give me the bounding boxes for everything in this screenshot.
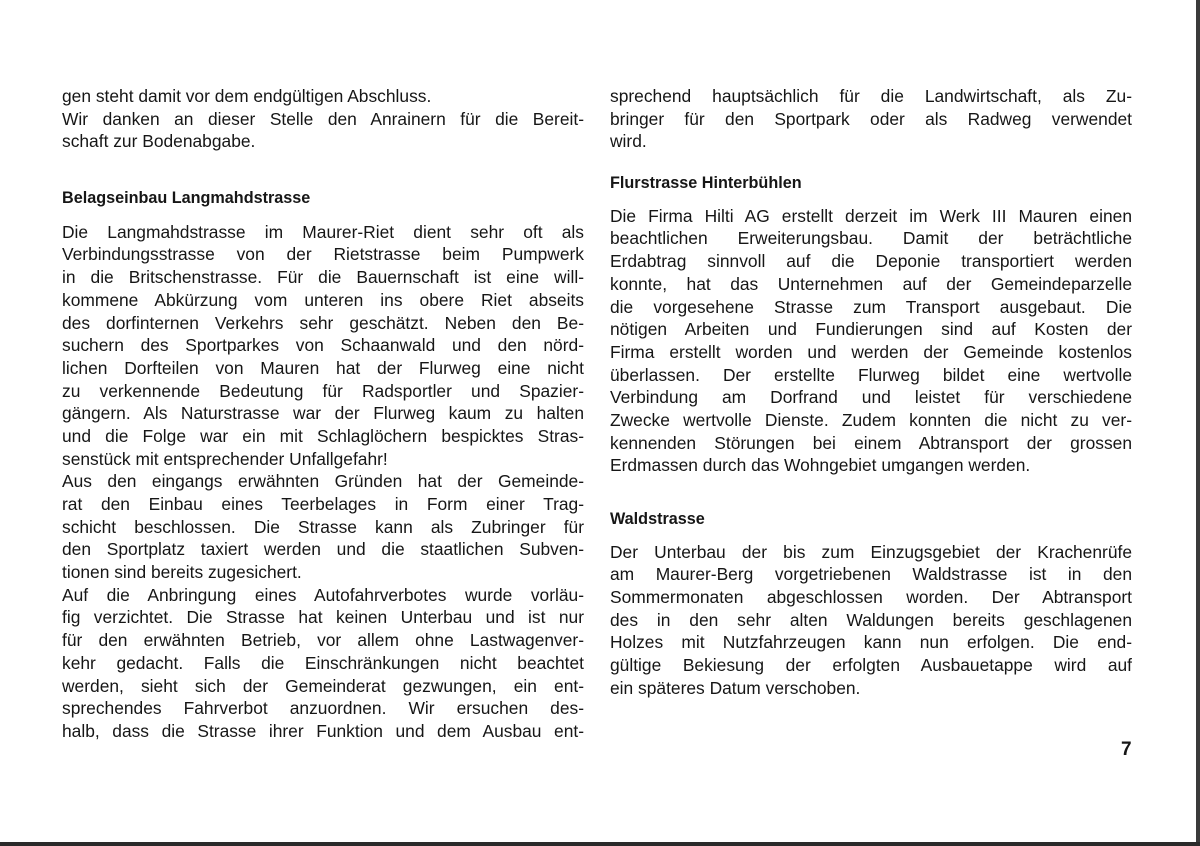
body-line: wird. [610, 131, 647, 152]
body-line: werden, sieht sich der Gemeinderat gezwungen, ein ent- [62, 675, 584, 696]
body-line: gängern. Als Naturstrasse war der Flurweg kaum zu halten [62, 403, 584, 424]
body-line: Verbindungsstrasse von der Rietstrasse beim Pumpwerk [62, 244, 584, 265]
body-line: senstück mit entsprechender Unfallgefahr! [62, 448, 388, 469]
body-line: konnte, hat das Unternehmen auf der Gemeindeparzelle [610, 273, 1132, 294]
left-column [62, 85, 584, 743]
body-line: Erdmassen durch das Wohngebiet umgangen werden. [610, 455, 1031, 476]
body-line: kehr gedacht. Falls die Einschränkungen nicht beachtet [62, 652, 584, 673]
body-line: Wir danken an dieser Stelle den Anrainern für die Bereit- [62, 108, 584, 129]
body-line: und die Folge war ein mit Schlaglöchern bespicktes Stras- [62, 425, 584, 446]
body-line: nötigen Arbeiten und Fundierungen sind auf Kosten der [610, 319, 1132, 340]
body-line: bringer für den Sportpark oder als Radweg verwendet [610, 108, 1132, 129]
body-line: am Maurer-Berg vorgetriebenen Waldstrasse ist in den [610, 564, 1132, 585]
body-line: Sommermonaten abgeschlossen worden. Der Abtransport [610, 587, 1132, 608]
body-line: sprechendes Fahrverbot anzuordnen. Wir ersuchen des- [62, 698, 584, 719]
page-number: 7 [1121, 739, 1132, 760]
paragraph-gap [62, 153, 584, 187]
body-line: Firma erstellt worden und werden der Gemeinde kostenlos [610, 341, 1132, 362]
body-line: rat den Einbau eines Teerbelages in Form einer Trag- [62, 494, 584, 514]
body-line: Holzes mit Nutzfahrzeugen kann nun erfolgen. Die end- [610, 632, 1132, 653]
body-line: tionen sind bereits zugesichert. [62, 562, 302, 583]
body-line: Die Firma Hilti AG erstellt derzeit im Werk III Mauren einen [610, 205, 1132, 226]
body-line: Zwecke wertvolle Dienste. Zudem konnten die nicht zu ver- [610, 409, 1132, 430]
body-line: kommene Abkürzung vom unteren ins obere Riet abseits [62, 289, 584, 310]
body-line: Erdabtrag sinnvoll auf die Deponie transportiert werden [610, 251, 1132, 272]
body-line: schicht beschlossen. Die Strasse kann als Zubringer für [62, 516, 584, 537]
body-line: fig verzichtet. Die Strasse hat keinen Unterbau und ist nur [62, 607, 584, 628]
section-heading-flurstrasse: Flurstrasse Hinterbühlen [610, 174, 802, 193]
body-line: Verbindung am Dorfrand und leistet für verschiedene [610, 387, 1132, 408]
body-line: in die Britschenstrasse. Für die Bauernschaft ist eine will- [62, 267, 584, 288]
body-line: Auf die Anbringung eines Autofahrverbotes wurde vorläu- [62, 584, 584, 605]
section-heading-waldstrasse: Waldstrasse [610, 510, 705, 528]
body-line: überlassen. Der erstellte Flurweg bildet eine wertvolle [610, 364, 1132, 385]
body-line: suchern des Sportparkes von Schaanwald und den nörd- [62, 335, 584, 356]
body-line: sprechend hauptsächlich für die Landwirtschaft, als Zu- [610, 86, 1132, 106]
body-line: lichen Dorfteilen von Mauren hat der Flurweg eine nicht [62, 357, 584, 378]
paragraph-gap [610, 531, 1132, 541]
body-line: halb, dass die Strasse ihrer Funktion und dem Ausbau ent- [62, 720, 584, 741]
scan-edge-bottom [0, 842, 1200, 846]
body-line: die vorgesehene Strasse zum Transport ausgebaut. Die [610, 296, 1132, 317]
body-line: den Sportplatz taxiert werden und die staatlichen Subven- [62, 539, 584, 560]
paragraph-gap [610, 153, 1132, 172]
body-line: für den erwähnten Betrieb, vor allem ohne Lastwagenver- [62, 630, 584, 651]
body-line: Die Langmahdstrasse im Maurer-Riet dient sehr oft als [62, 221, 584, 242]
body-line: gültige Bekiesung der erfolgten Ausbauetappe wird auf [610, 655, 1132, 676]
right-column [610, 85, 1132, 700]
body-line: des in den sehr alten Waldungen bereits geschlagenen [610, 609, 1132, 630]
paragraph-gap [610, 195, 1132, 205]
paragraph-gap [62, 210, 584, 221]
body-line: gen steht damit vor dem endgültigen Abschluss. [62, 86, 432, 106]
body-line: zu verkennende Bedeutung für Radsportler und Spazier- [62, 380, 584, 401]
body-line: Der Unterbau der bis zum Einzugsgebiet der Krachenrüfe [610, 541, 1132, 562]
body-line: Aus den eingangs erwähnten Gründen hat der Gemeinde- [62, 471, 584, 492]
paragraph-gap [610, 477, 1132, 508]
body-line: ein späteres Datum verschoben. [610, 677, 861, 698]
body-line: beachtlichen Erweiterungsbau. Damit der beträchtliche [610, 228, 1132, 249]
body-line: des dorfinternen Verkehrs sehr geschätzt. Neben den Be- [62, 312, 584, 333]
section-heading-belagseinbau: Belagseinbau Langmahdstrasse [62, 189, 311, 208]
scan-edge-right [1196, 0, 1200, 846]
body-line: kennenden Störungen bei einem Abtransport der grossen [610, 432, 1132, 453]
body-line: schaft zur Bodenabgabe. [62, 131, 256, 152]
